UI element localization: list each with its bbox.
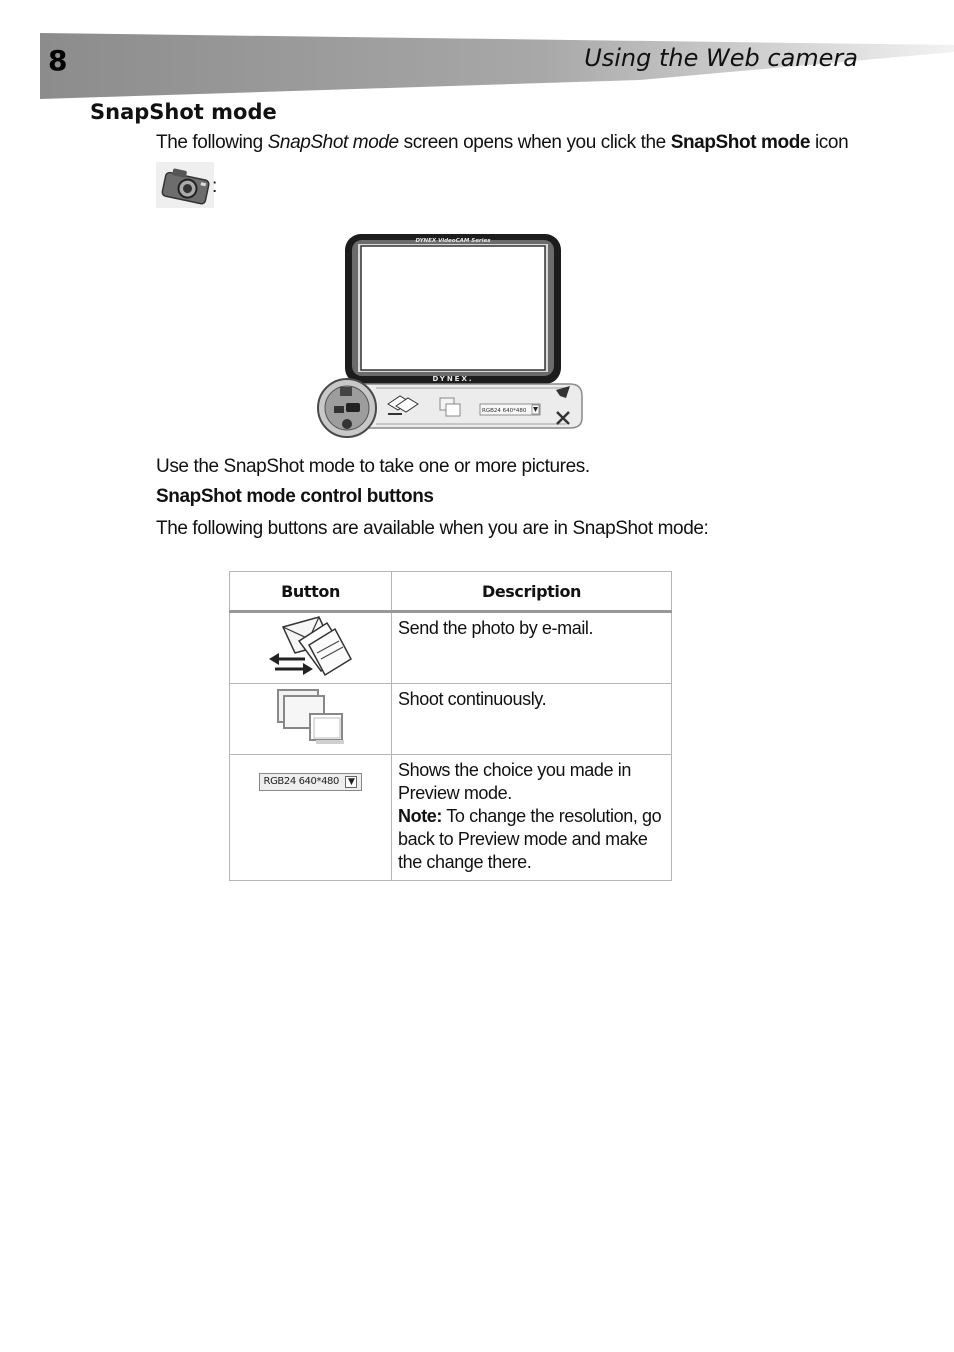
button-cell — [230, 684, 392, 755]
table-row — [230, 612, 672, 684]
description-cell: Shows the choice you made in Preview mode. Note: To change the resolution, go back to Preview mode and make the change there. — [392, 755, 672, 881]
table-row — [230, 755, 672, 881]
description-cell: Send the photo by e-mail. — [392, 612, 672, 684]
screenshot-top-caption: DYNEX VideoCAM Series — [415, 238, 491, 244]
control-buttons-table — [229, 571, 672, 881]
page-number: 8 — [48, 44, 68, 77]
dropdown-arrow-icon: ▼ — [345, 776, 358, 788]
subsection-title: SnapShot mode control buttons — [156, 486, 434, 507]
button-cell — [230, 755, 392, 881]
resolution-display: RGB24 640*480 ▼ — [259, 773, 363, 791]
running-head: Using the Web camera — [584, 44, 858, 72]
column-header-description: Description — [392, 572, 672, 612]
continuous-shoot-icon — [276, 688, 346, 746]
usage-paragraph: Use the SnapShot mode to take one or more pictures. — [156, 456, 590, 477]
table-row — [230, 684, 672, 755]
description-cell: Shoot continuously. — [392, 684, 672, 755]
table-header-row — [230, 572, 672, 612]
snapshot-mode-screenshot — [316, 230, 588, 440]
screenshot-brand: DYNEX. — [432, 375, 474, 383]
email-photos-icon — [265, 615, 357, 677]
subsection-intro: The following buttons are available when you are in SnapShot mode: — [156, 518, 709, 539]
screenshot-resolution-label: RGB24 640*480 — [482, 408, 527, 414]
section-title: SnapShot mode — [90, 100, 277, 124]
button-cell — [230, 612, 392, 684]
inline-colon: : — [212, 176, 218, 197]
intro-paragraph: The following SnapShot mode screen opens when you click the SnapShot mode icon — [156, 132, 849, 153]
column-header-button: Button — [230, 572, 392, 612]
